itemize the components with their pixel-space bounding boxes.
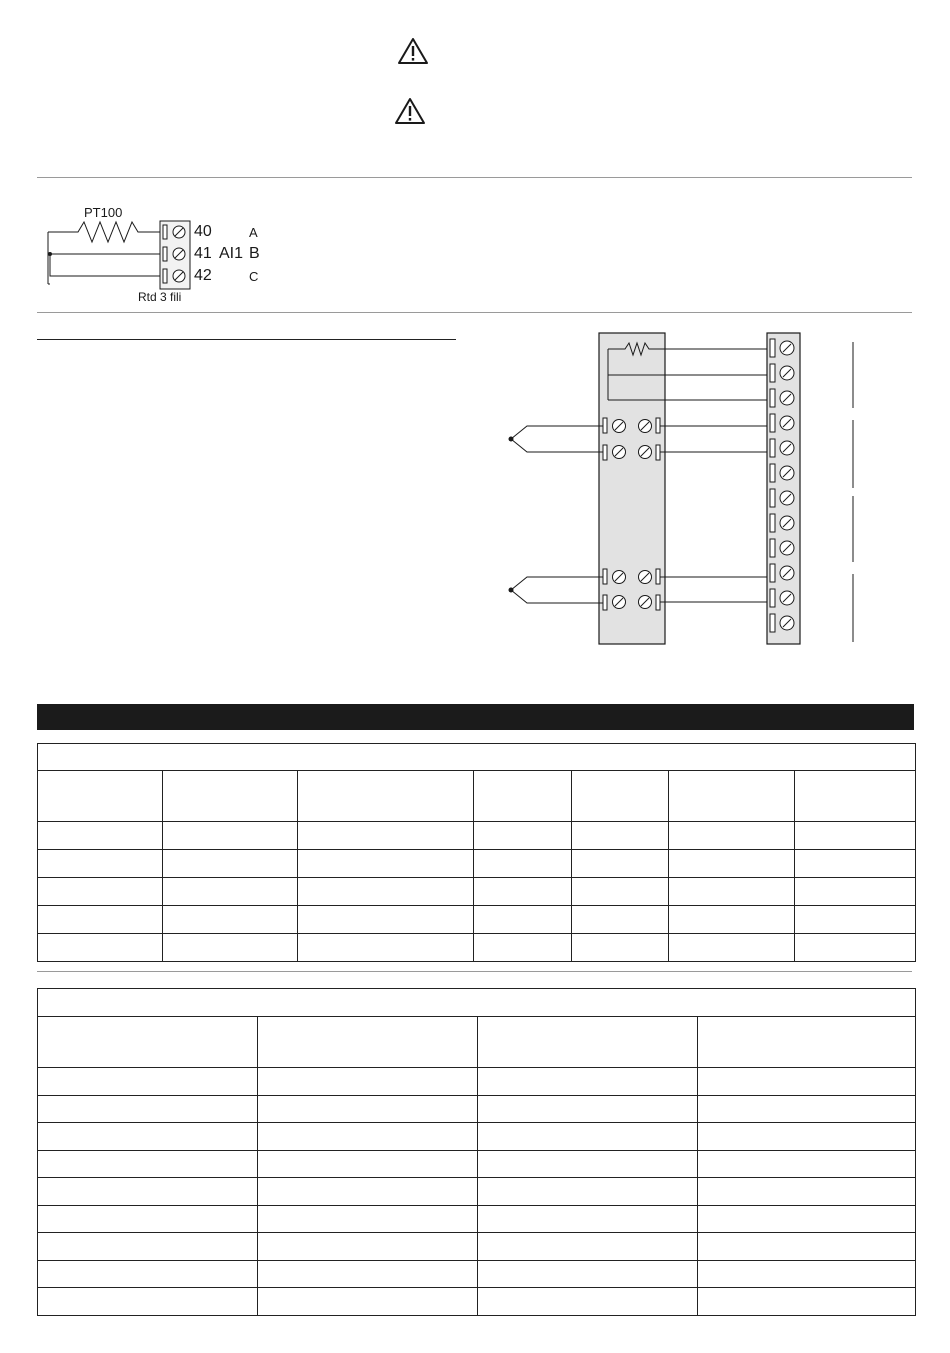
sensor-label: PT100	[84, 205, 123, 220]
terminal-letter: A	[249, 225, 258, 240]
strip-terminal-slot	[770, 414, 775, 432]
strip-terminal-slot	[770, 539, 775, 557]
table-header-cell	[258, 1016, 478, 1068]
section-divider	[37, 312, 912, 313]
table-row	[38, 1233, 916, 1261]
terminal-number: 41	[194, 245, 212, 262]
table-row	[38, 1205, 916, 1233]
table-header-cell	[38, 1016, 258, 1068]
table-row	[38, 1095, 916, 1123]
table-row	[38, 1123, 916, 1151]
table-header-cell	[298, 771, 474, 822]
table-header-cell	[795, 771, 916, 822]
table-row	[38, 878, 916, 906]
table-title-row	[38, 989, 916, 1017]
strip-terminal-slot	[770, 564, 775, 582]
terminal-number: 42	[194, 267, 212, 284]
table-header-cell	[163, 771, 298, 822]
table-header-cell	[478, 1016, 698, 1068]
table-header-cell	[698, 1016, 916, 1068]
strip-terminal-slot	[770, 389, 775, 407]
warning-triangle-icon	[397, 37, 429, 65]
table-row	[38, 934, 916, 962]
strip-terminal-slot	[770, 464, 775, 482]
strip-terminal-slot	[770, 339, 775, 357]
table-row	[38, 822, 916, 850]
strip-terminal-slot	[770, 514, 775, 532]
diagram-caption: Rtd 3 fili	[138, 290, 182, 304]
terminal-letter: C	[249, 269, 259, 284]
table-header-cell	[669, 771, 795, 822]
table-row	[38, 1288, 916, 1316]
warning-triangle-icon	[394, 97, 426, 125]
strip-terminal-slot	[770, 364, 775, 382]
parameter-table-1	[37, 743, 916, 962]
table-header-cell	[38, 771, 163, 822]
input-label: AI1	[219, 245, 244, 262]
strip-terminal-slot	[770, 589, 775, 607]
table-row	[38, 1068, 916, 1096]
table-row	[38, 1178, 916, 1206]
table-row	[38, 1260, 916, 1288]
terminal-number: 40	[194, 223, 212, 240]
section-divider	[37, 177, 912, 178]
table-row	[38, 850, 916, 878]
table-header-cell	[572, 771, 669, 822]
strip-terminal-slot	[770, 614, 775, 632]
table-row	[38, 1150, 916, 1178]
section-divider	[37, 971, 912, 972]
strip-terminal-slot	[770, 439, 775, 457]
strip-terminal-slot	[770, 489, 775, 507]
subsection-divider	[37, 339, 456, 340]
table-header-cell	[474, 771, 572, 822]
table-row	[38, 906, 916, 934]
terminal-letter: B	[249, 245, 260, 262]
module-wiring-diagram	[495, 328, 865, 650]
table-title-row	[38, 744, 916, 771]
parameter-table-2	[37, 988, 916, 1316]
section-header-bar	[37, 704, 914, 730]
